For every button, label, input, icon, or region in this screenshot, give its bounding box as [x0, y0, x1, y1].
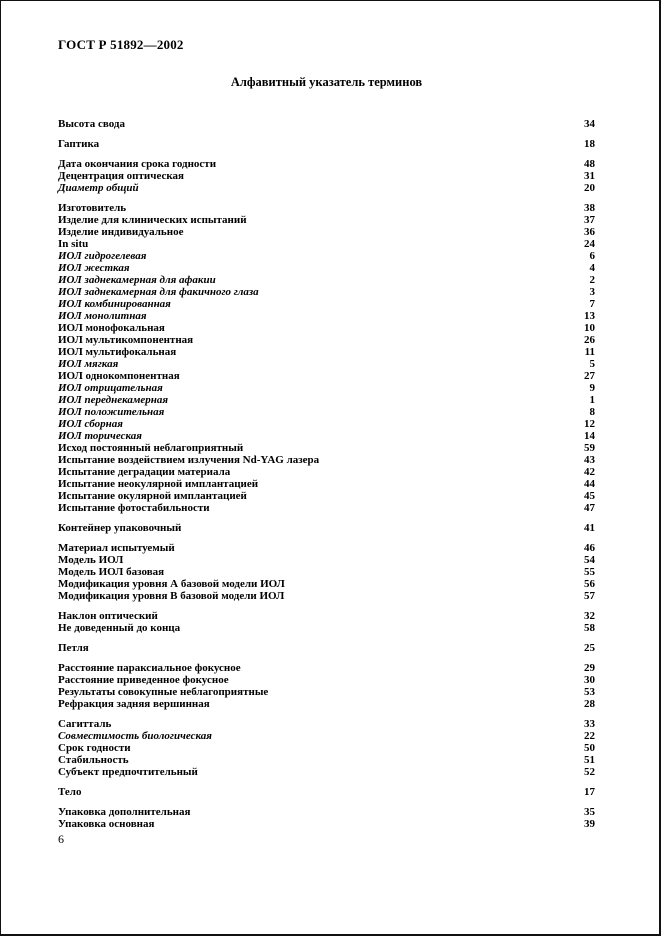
- index-number: 36: [584, 226, 595, 238]
- index-number: 51: [584, 754, 595, 766]
- index-entry: [58, 642, 595, 654]
- index-number: 45: [584, 490, 595, 502]
- index-number: 29: [584, 662, 595, 674]
- index-number: 44: [584, 478, 595, 490]
- index-term: Рефракция задняя вершинная: [58, 698, 210, 710]
- index-term: Диаметр общий: [58, 182, 139, 194]
- index-term: Расстояние приведенное фокусное: [58, 674, 229, 686]
- index-term: Расстояние параксиальное фокусное: [58, 662, 241, 674]
- index-group: [58, 118, 595, 130]
- index-number: 42: [584, 466, 595, 478]
- index-number: 22: [584, 730, 595, 742]
- index-entry: [58, 274, 595, 286]
- index-term: ИОЛ монофокальная: [58, 322, 165, 334]
- index-number: 25: [584, 642, 595, 654]
- index-number: 27: [584, 370, 595, 382]
- index-entry: [58, 566, 595, 578]
- index-number: 46: [584, 542, 595, 554]
- index-group: [58, 138, 595, 150]
- index-entry: [58, 238, 595, 250]
- index-term: Упаковка основная: [58, 818, 155, 830]
- index-term: ИОЛ мультифокальная: [58, 346, 177, 358]
- index-entry: [58, 430, 595, 442]
- index-entry: [58, 610, 595, 622]
- index-term: Упаковка дополнительная: [58, 806, 191, 818]
- index-entry: [58, 334, 595, 346]
- index-term: Испытание фотостабильности: [58, 502, 210, 514]
- index-term: ИОЛ переднекамерная: [58, 394, 169, 406]
- index-entry: [58, 786, 595, 798]
- index-entry: [58, 766, 595, 778]
- index-entry: [58, 394, 595, 406]
- page-number: 6: [58, 832, 64, 846]
- index-number: 54: [584, 554, 595, 566]
- index-entry: [58, 502, 595, 514]
- index-entry: [58, 286, 595, 298]
- index-entry: [58, 466, 595, 478]
- index-entry: [58, 310, 595, 322]
- index-number: 7: [589, 298, 595, 310]
- index-entry: [58, 118, 595, 130]
- index-number: 2: [589, 274, 595, 286]
- index-term: ИОЛ гидрогелевая: [58, 250, 147, 262]
- index-entry: [58, 730, 595, 742]
- index-entry: [58, 590, 595, 602]
- index-entry: [58, 806, 595, 818]
- index-term: In situ: [58, 238, 89, 250]
- index-term: Субъект предпочтительный: [58, 766, 198, 778]
- index-entry: [58, 250, 595, 262]
- index-number: 24: [584, 238, 595, 250]
- index-term: ИОЛ комбинированная: [58, 298, 171, 310]
- index-term: ИОЛ монолитная: [58, 310, 147, 322]
- index-group: [58, 610, 595, 634]
- index-number: 26: [584, 334, 595, 346]
- index-term: Исход постоянный неблагоприятный: [58, 442, 244, 454]
- index-number: 38: [584, 202, 595, 214]
- index-list: [58, 118, 595, 830]
- index-entry: [58, 322, 595, 334]
- index-number: 35: [584, 806, 595, 818]
- index-term: ИОЛ отрицательная: [58, 382, 163, 394]
- index-term: Испытание воздействием излучения Nd-YAG лазера: [58, 454, 320, 466]
- index-term: Модификация уровня А базовой модели ИОЛ: [58, 578, 285, 590]
- index-entry: [58, 158, 595, 170]
- index-entry: [58, 226, 595, 238]
- index-number: 59: [584, 442, 595, 454]
- index-entry: [58, 406, 595, 418]
- index-entry: [58, 442, 595, 454]
- index-entry: [58, 418, 595, 430]
- index-group: [58, 642, 595, 654]
- index-term: Совместимость биологическая: [58, 730, 212, 742]
- index-entry: [58, 138, 595, 150]
- index-number: 34: [584, 118, 595, 130]
- index-group: [58, 158, 595, 194]
- index-entry: [58, 170, 595, 182]
- index-number: 58: [584, 622, 595, 634]
- index-entry: [58, 686, 595, 698]
- index-number: 11: [584, 346, 595, 358]
- index-group: [58, 718, 595, 778]
- index-group: [58, 542, 595, 602]
- index-number: 9: [589, 382, 595, 394]
- index-term: Наклон оптический: [58, 610, 158, 622]
- index-number: 56: [584, 578, 595, 590]
- index-term: Децентрация оптическая: [58, 170, 184, 182]
- index-entry: [58, 754, 595, 766]
- page-content: [1, 1, 659, 830]
- index-number: 12: [584, 418, 595, 430]
- index-term: ИОЛ торическая: [58, 430, 142, 442]
- index-number: 41: [584, 522, 595, 534]
- index-entry: [58, 622, 595, 634]
- index-entry: [58, 742, 595, 754]
- index-number: 1: [589, 394, 595, 406]
- index-group: [58, 522, 595, 534]
- index-entry: [58, 718, 595, 730]
- index-term: Не доведенный до конца: [58, 622, 181, 634]
- index-entry: [58, 454, 595, 466]
- index-term: Гаптика: [58, 138, 100, 150]
- index-number: 6: [589, 250, 595, 262]
- index-number: 32: [584, 610, 595, 622]
- index-number: 18: [584, 138, 595, 150]
- index-entry: [58, 674, 595, 686]
- index-term: Испытание неокулярной имплантацией: [58, 478, 259, 490]
- index-term: Контейнер упаковочный: [58, 522, 182, 534]
- index-term: Модель ИОЛ базовая: [58, 566, 165, 578]
- index-number: 13: [584, 310, 595, 322]
- index-entry: [58, 358, 595, 370]
- index-term: Изделие для клинических испытаний: [58, 214, 247, 226]
- index-entry: [58, 370, 595, 382]
- index-number: 33: [584, 718, 595, 730]
- index-group: [58, 786, 595, 798]
- index-entry: [58, 478, 595, 490]
- index-entry: [58, 214, 595, 226]
- index-entry: [58, 542, 595, 554]
- index-term: Срок годности: [58, 742, 131, 754]
- index-term: Изготовитель: [58, 202, 127, 214]
- index-term: Сагитталь: [58, 718, 112, 730]
- index-number: 20: [584, 182, 595, 194]
- index-number: 8: [589, 406, 595, 418]
- index-term: Высота свода: [58, 118, 125, 130]
- index-entry: [58, 182, 595, 194]
- index-group: [58, 202, 595, 514]
- index-number: 30: [584, 674, 595, 686]
- index-number: 43: [584, 454, 595, 466]
- index-term: ИОЛ мультикомпонентная: [58, 334, 194, 346]
- index-term: Испытание деградации материала: [58, 466, 231, 478]
- index-number: 17: [584, 786, 595, 798]
- index-term: Материал испытуемый: [58, 542, 175, 554]
- index-term: ИОЛ жесткая: [58, 262, 130, 274]
- index-number: 57: [584, 590, 595, 602]
- index-number: 37: [584, 214, 595, 226]
- index-group: [58, 806, 595, 830]
- index-number: 14: [584, 430, 595, 442]
- index-entry: [58, 554, 595, 566]
- index-term: ИОЛ положительная: [58, 406, 165, 418]
- index-entry: [58, 262, 595, 274]
- index-term: ИОЛ заднекамерная для факичного глаза: [58, 286, 259, 298]
- index-number: 31: [584, 170, 595, 182]
- index-entry: [58, 490, 595, 502]
- index-number: 47: [584, 502, 595, 514]
- index-entry: [58, 522, 595, 534]
- index-term: ИОЛ заднекамерная для афакии: [58, 274, 216, 286]
- index-number: 53: [584, 686, 595, 698]
- index-group: [58, 662, 595, 710]
- index-term: Изделие индивидуальное: [58, 226, 184, 238]
- index-number: 50: [584, 742, 595, 754]
- index-number: 10: [584, 322, 595, 334]
- index-entry: [58, 818, 595, 830]
- index-term: Модификация уровня В базовой модели ИОЛ: [58, 590, 285, 602]
- index-entry: [58, 382, 595, 394]
- index-term: Испытание окулярной имплантацией: [58, 490, 247, 502]
- index-number: 48: [584, 158, 595, 170]
- page-title: Алфавитный указатель терминов: [230, 75, 423, 89]
- index-number: 39: [584, 818, 595, 830]
- index-term: Результаты совокупные неблагоприятные: [58, 686, 269, 698]
- index-number: 28: [584, 698, 595, 710]
- index-number: 55: [584, 566, 595, 578]
- index-term: Тело: [58, 786, 82, 798]
- index-entry: [58, 346, 595, 358]
- index-number: 52: [584, 766, 595, 778]
- index-term: Стабильность: [58, 754, 129, 766]
- index-number: 3: [589, 286, 595, 298]
- index-entry: [58, 298, 595, 310]
- index-term: ИОЛ мягкая: [58, 358, 119, 370]
- index-number: 5: [589, 358, 595, 370]
- index-term: ИОЛ однокомпонентная: [58, 370, 180, 382]
- index-term: Модель ИОЛ: [58, 554, 124, 566]
- index-term: Дата окончания срока годности: [58, 158, 217, 170]
- document-header: ГОСТ Р 51892—2002: [58, 37, 184, 52]
- index-entry: [58, 662, 595, 674]
- index-entry: [58, 202, 595, 214]
- index-entry: [58, 698, 595, 710]
- index-number: 4: [589, 262, 595, 274]
- index-entry: [58, 578, 595, 590]
- index-term: Петля: [58, 642, 89, 654]
- index-term: ИОЛ сборная: [58, 418, 123, 430]
